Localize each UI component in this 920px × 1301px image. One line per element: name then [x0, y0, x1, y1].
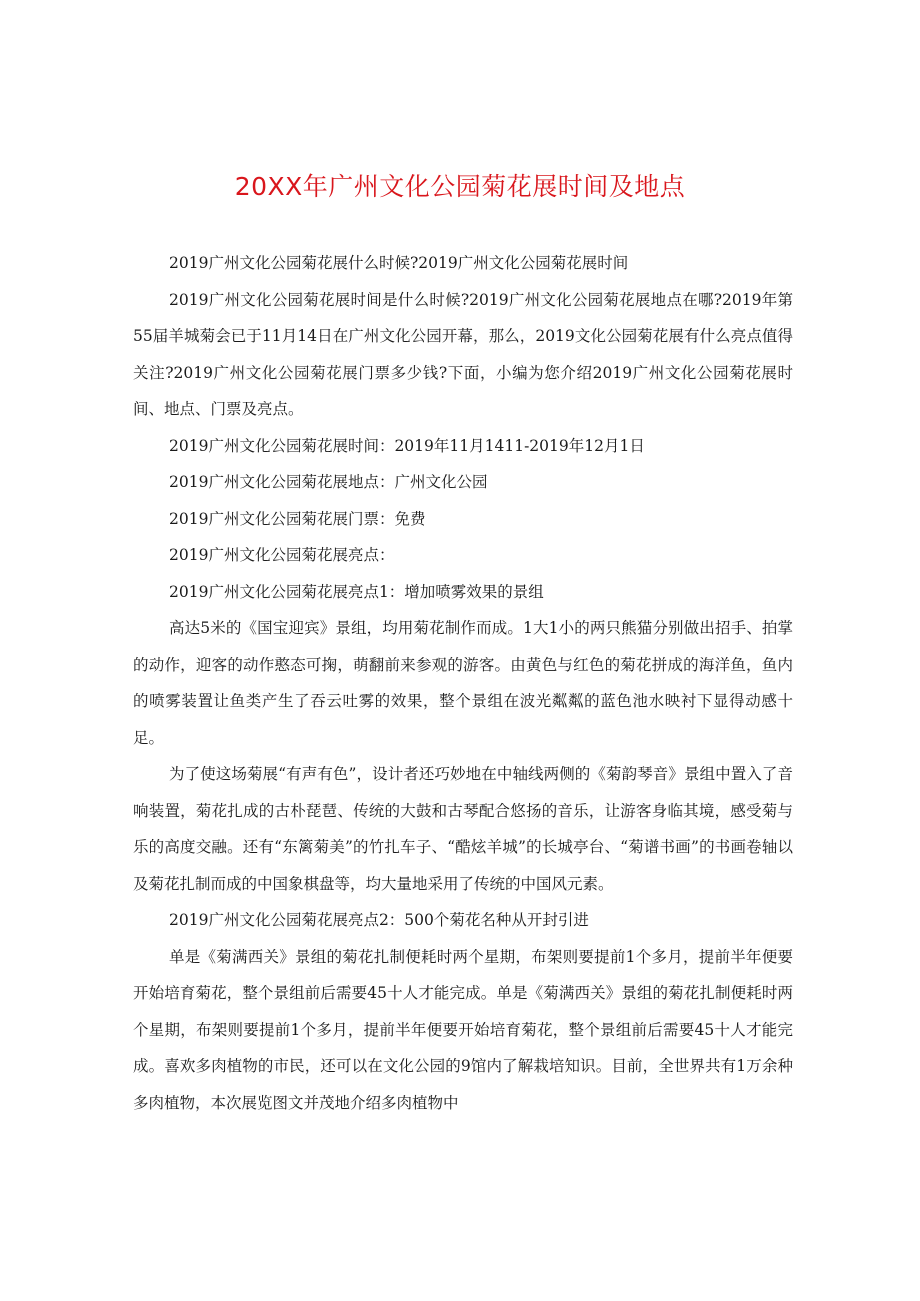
document-title: 20XX年广州文化公园菊花展时间及地点 — [234, 172, 686, 201]
paragraph-location: 2019广州文化公园菊花展地点：广州文化公园 — [169, 473, 488, 491]
paragraph-intro-heading: 2019广州文化公园菊花展什么时候?2019广州文化公园菊花展时间 — [169, 254, 629, 272]
paragraph-highlight-1-heading: 2019广州文化公园菊花展亮点1：增加喷雾效果的景组 — [169, 582, 544, 601]
paragraph-time: 2019广州文化公园菊花展时间：2019年11月1411-2019年12月1日 — [169, 436, 645, 455]
paragraph-highlight-1-body-2: 为了使这场菊展“有声有色”，设计者还巧妙地在中轴线两侧的《菊韵琴音》景组中置入了音响装置，菊花扎成的古朴琵琶、传统的大鼓和古琴配合悠扬的音乐，让游客身临其境，感受菊与乐的高度交融。还有“东篱菊美”的竹扎车子、“酷炫羊城”的长城亭台、“菊谱书画”的书画卷轴以及菊花扎制而成的中国象棋盘等，均大量地采用了传统的中国风元素。 — [133, 765, 793, 893]
paragraph-intro: 2019广州文化公园菊花展时间是什么时候?2019广州文化公园菊花展地点在哪?2019年第55届羊城菊会已于11月14日在广州文化公园开幕，那么，2019文化公园菊花展有什么亮点值得关注?2019广州文化公园菊花展门票多少钱?下面，小编为您介绍2019广州文化公园菊花展时间、地点、门票及亮点。 — [133, 290, 793, 418]
paragraph-ticket: 2019广州文化公园菊花展门票：免费 — [169, 509, 426, 528]
paragraph-highlight-2-heading: 2019广州文化公园菊花展亮点2：500个菊花名种从开封引进 — [169, 911, 589, 929]
paragraph-highlights-heading: 2019广州文化公园菊花展亮点： — [169, 546, 395, 564]
paragraph-highlight-2-body: 单是《菊满西关》景组的菊花扎制便耗时两个星期，布架则要提前1个多月，提前半年便要开始培育菊花，整个景组前后需要45十人才能完成。单是《菊满西关》景组的菊花扎制便耗时两个星期，布架则要提前1个多月，提前半年便要开始培育菊花，整个景组前后需要45十人才能完成。喜欢多肉植物的市民，还可以在文化公园的9馆内了解栽培知识。目前，全世界共有1万余种多肉植物，本次展览图文并茂地介绍多肉植物中 — [133, 947, 793, 1112]
paragraph-highlight-1-body: 高达5米的《国宝迎宾》景组，均用菊花制作而成。1大1小的两只熊猫分别做出招手、拍掌的动作，迎客的动作憨态可掬，萌翻前来参观的游客。由黄色与红色的菊花拼成的海洋鱼，鱼内的喷雾装置让鱼类产生了吞云吐雾的效果，整个景组在波光粼粼的蓝色池水映衬下显得动感十足。 — [133, 619, 793, 747]
document-body — [133, 245, 793, 1121]
